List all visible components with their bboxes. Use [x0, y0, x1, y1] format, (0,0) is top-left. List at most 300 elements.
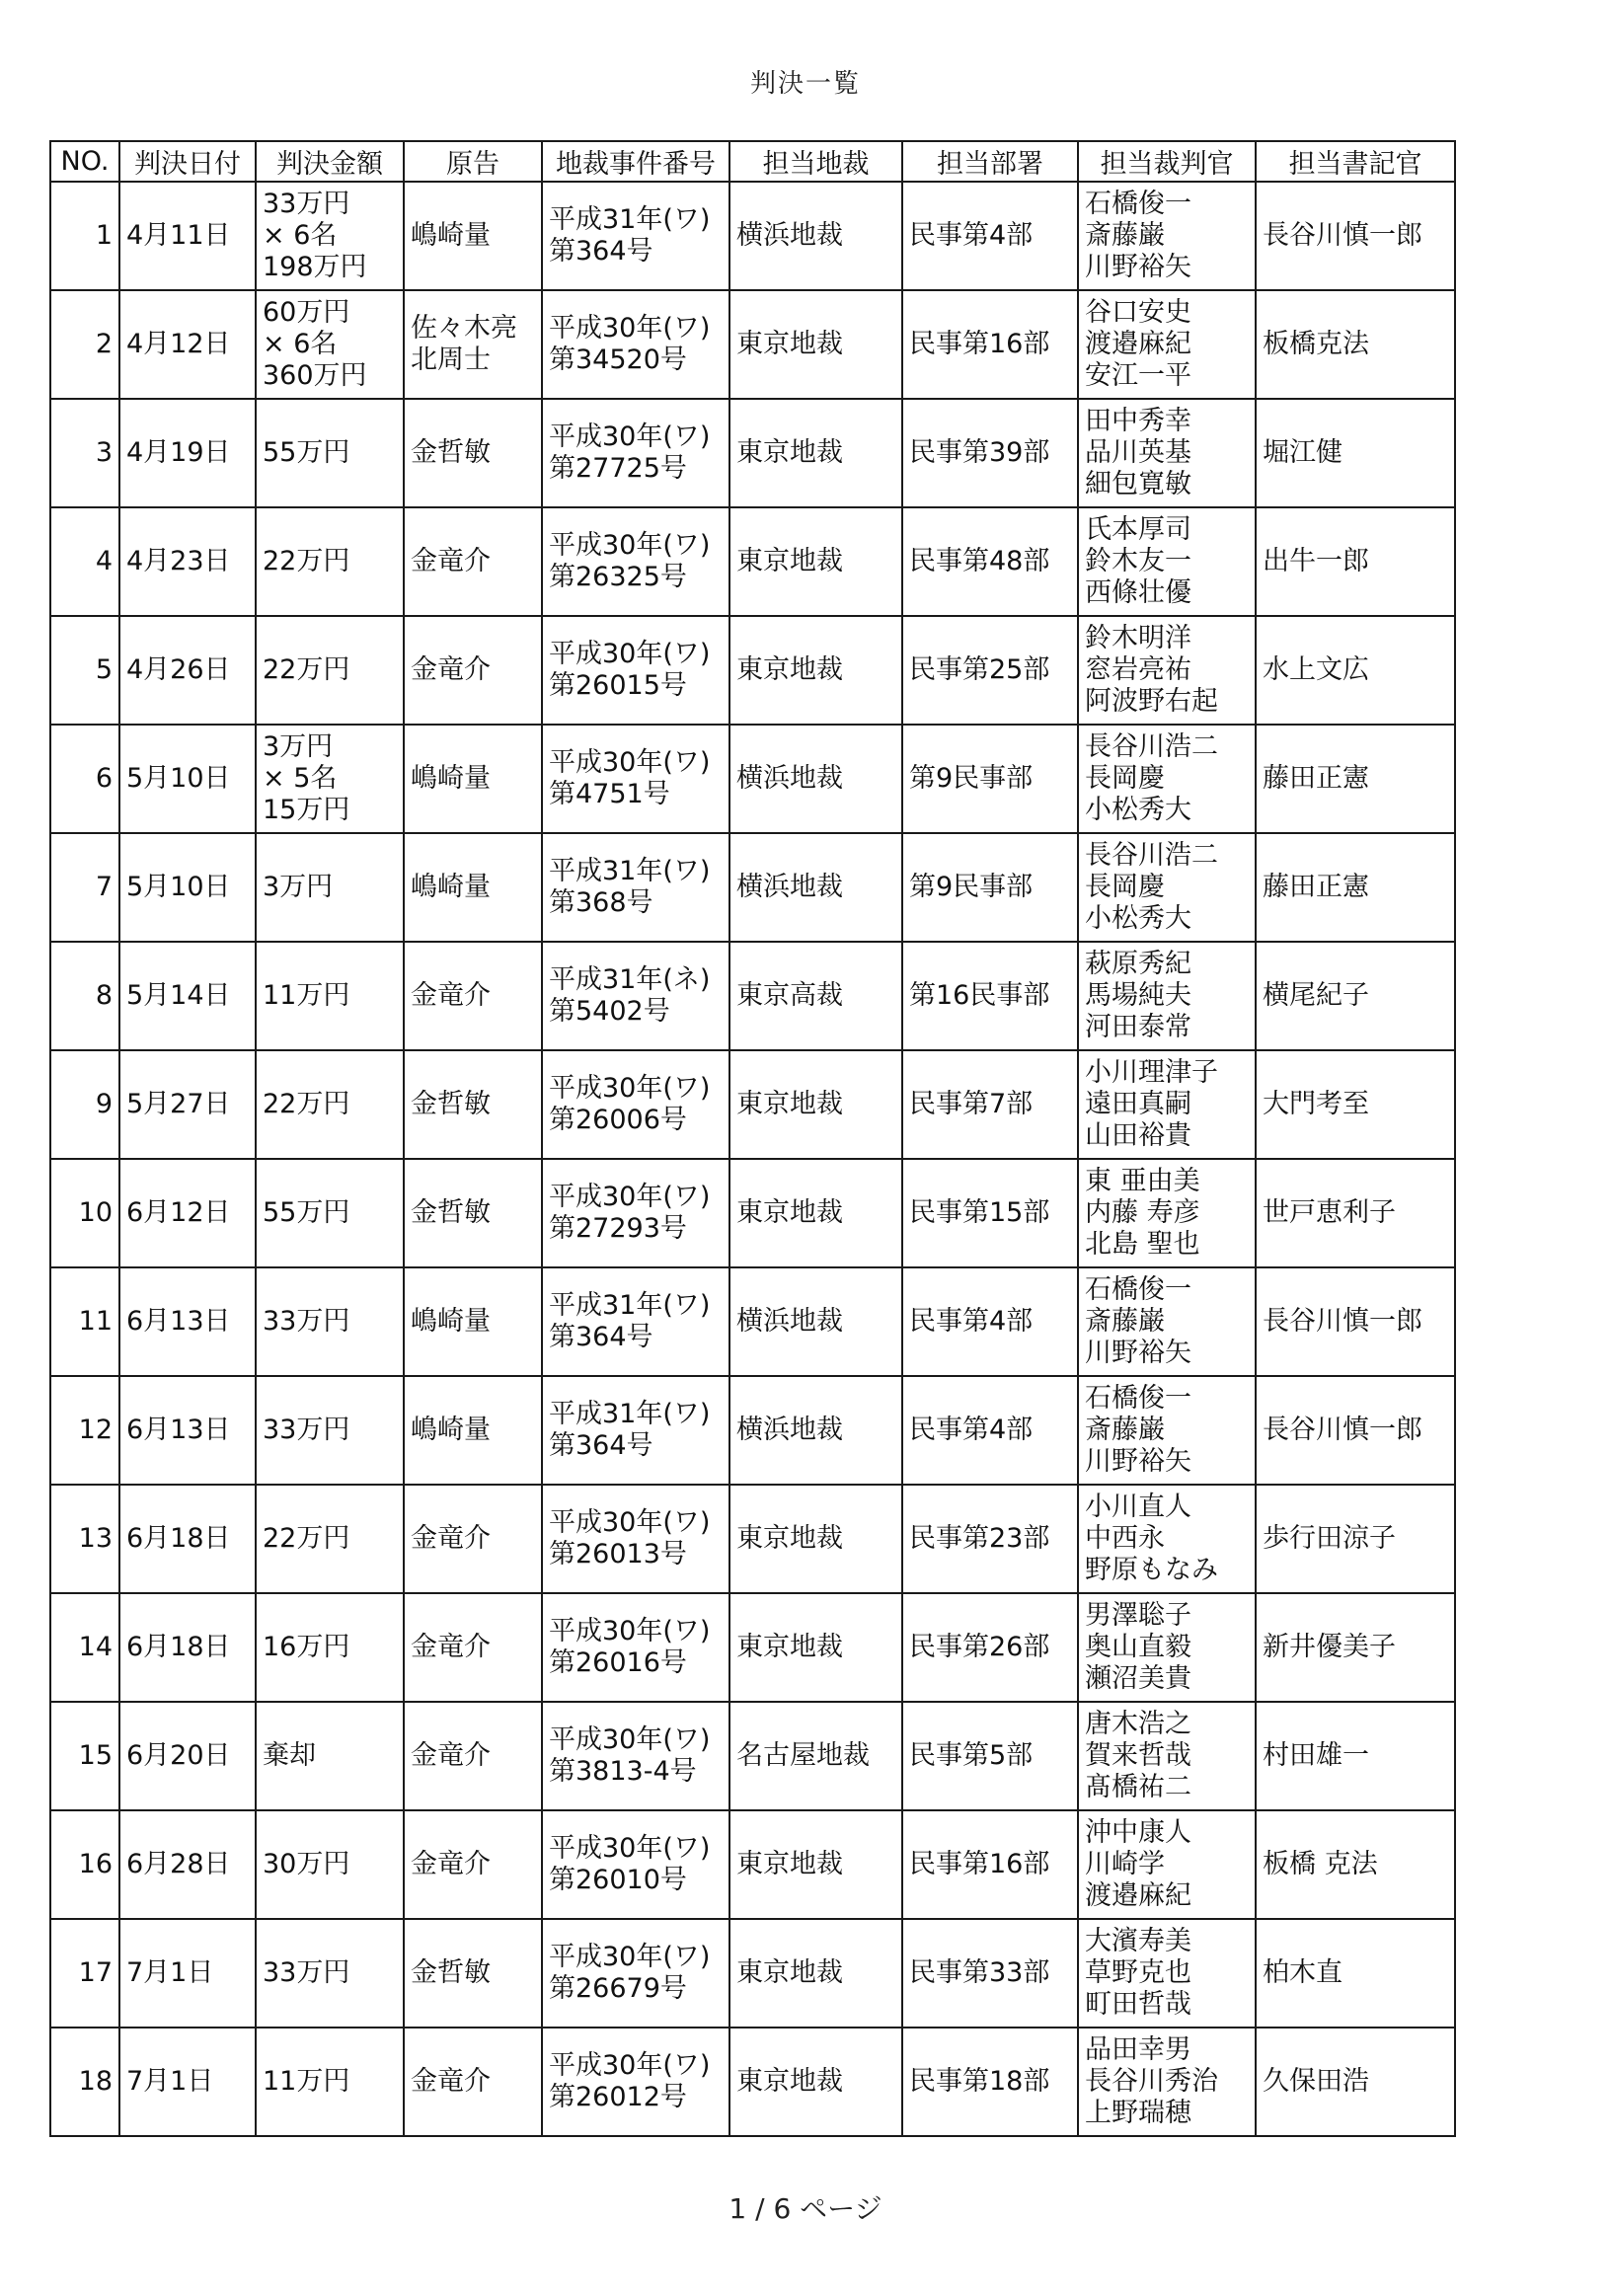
cell-judges-line: 品田幸男	[1085, 2034, 1191, 2065]
col-header-clerk: 担当書記官	[1256, 141, 1455, 182]
cell-case-number	[542, 399, 729, 507]
cell-amount	[256, 1593, 404, 1702]
cell-no: 13	[50, 1485, 119, 1593]
col-header-no: NO.	[50, 141, 119, 182]
cell-date: 5月10日	[119, 725, 256, 833]
cell-amount-line: 11万円	[263, 2066, 350, 2097]
cell-clerk: 水上文広	[1256, 616, 1455, 725]
cell-court: 東京地裁	[729, 1485, 902, 1593]
col-header-date: 判決日付	[119, 141, 256, 182]
cell-judges	[1078, 1919, 1256, 2028]
cell-judges-line: 長谷川浩二	[1085, 731, 1218, 762]
cell-judges-line: 石橋俊一	[1085, 189, 1191, 219]
cell-judges-line: 氏本厚司	[1085, 514, 1191, 545]
cell-judges-line: 髙橋祐二	[1085, 1772, 1191, 1802]
cell-no: 2	[50, 290, 119, 399]
table-row	[50, 1376, 1455, 1485]
cell-case-number	[542, 833, 729, 942]
table-row	[50, 1919, 1455, 2028]
cell-case-number	[542, 942, 729, 1050]
cell-judges	[1078, 1593, 1256, 1702]
table-row	[50, 942, 1455, 1050]
cell-judges-line: 川野裕矢	[1085, 252, 1191, 282]
cell-department: 民事第4部	[902, 1376, 1078, 1485]
cell-no: 10	[50, 1159, 119, 1267]
cell-date: 5月14日	[119, 942, 256, 1050]
cell-judges-line: 渡邉麻紀	[1085, 1880, 1191, 1911]
cell-plaintiff	[404, 1919, 542, 2028]
cell-amount-line: 55万円	[263, 437, 350, 468]
cell-judges	[1078, 1050, 1256, 1159]
cell-case-number-line: 第4751号	[549, 779, 670, 809]
table-row	[50, 1702, 1455, 1810]
cell-judges-line: 小川直人	[1085, 1492, 1191, 1522]
cell-plaintiff	[404, 182, 542, 290]
cell-judges-line: 阿波野右起	[1085, 686, 1218, 717]
cell-judges-line: 斎藤巌	[1085, 1306, 1165, 1337]
cell-judges-line: 川野裕矢	[1085, 1338, 1191, 1368]
cell-plaintiff	[404, 833, 542, 942]
cell-court: 横浜地裁	[729, 833, 902, 942]
cell-no: 8	[50, 942, 119, 1050]
cell-amount	[256, 1919, 404, 2028]
cell-plaintiff-line: 金哲敏	[411, 437, 491, 468]
cell-amount-line: 11万円	[263, 980, 350, 1011]
cell-judges-line: 沖中康人	[1085, 1817, 1191, 1848]
cell-amount	[256, 290, 404, 399]
table-row	[50, 507, 1455, 616]
cell-case-number-line: 第368号	[549, 887, 653, 918]
cell-plaintiff	[404, 1702, 542, 1810]
cell-court: 横浜地裁	[729, 182, 902, 290]
cell-date: 6月13日	[119, 1267, 256, 1376]
cell-judges-line: 馬場純夫	[1085, 980, 1191, 1011]
cell-case-number-line: 第364号	[549, 236, 653, 267]
table-row	[50, 182, 1455, 290]
cell-plaintiff	[404, 616, 542, 725]
cell-no: 4	[50, 507, 119, 616]
table-row	[50, 616, 1455, 725]
cell-judges-line: 野原もなみ	[1085, 1555, 1218, 1585]
cell-clerk: 堀江健	[1256, 399, 1455, 507]
cell-judges	[1078, 1267, 1256, 1376]
cell-judges-line: 草野克也	[1085, 1957, 1191, 1988]
cell-judges	[1078, 616, 1256, 725]
cell-case-number-line: 第5402号	[549, 996, 670, 1027]
col-header-judges: 担当裁判官	[1078, 141, 1256, 182]
page-title: 判決一覧	[749, 69, 861, 99]
cell-judges-line: 斎藤巌	[1085, 1415, 1165, 1445]
cell-clerk: 横尾紀子	[1256, 942, 1455, 1050]
cell-department: 民事第48部	[902, 507, 1078, 616]
cell-case-number-line: 平成30年(ワ)	[549, 1507, 711, 1538]
cell-judges-line: 内藤 寿彦	[1085, 1197, 1200, 1228]
cell-date: 4月19日	[119, 399, 256, 507]
cell-case-number-line: 平成31年(ワ)	[549, 204, 711, 235]
cell-clerk: 出牛一郎	[1256, 507, 1455, 616]
cell-court: 東京高裁	[729, 942, 902, 1050]
cell-clerk: 世戸恵利子	[1256, 1159, 1455, 1267]
cell-plaintiff-line: 金哲敏	[411, 1957, 491, 1988]
cell-date: 4月11日	[119, 182, 256, 290]
cell-amount-line: 16万円	[263, 1632, 350, 1662]
cell-plaintiff	[404, 942, 542, 1050]
cell-amount-line: 22万円	[263, 546, 350, 576]
cell-case-number	[542, 1159, 729, 1267]
cell-judges	[1078, 725, 1256, 833]
cell-plaintiff-line: 金哲敏	[411, 1089, 491, 1119]
table-row	[50, 1485, 1455, 1593]
table-row	[50, 2028, 1455, 2136]
cell-no: 5	[50, 616, 119, 725]
cell-judges	[1078, 1702, 1256, 1810]
cell-judges-line: 石橋俊一	[1085, 1274, 1191, 1305]
cell-case-number	[542, 1810, 729, 1919]
cell-case-number-line: 平成30年(ワ)	[549, 747, 711, 778]
cell-no: 15	[50, 1702, 119, 1810]
cell-amount	[256, 507, 404, 616]
cell-judges-line: 東 亜由美	[1085, 1166, 1200, 1196]
cell-judges	[1078, 1810, 1256, 1919]
cell-department: 民事第4部	[902, 182, 1078, 290]
cell-judges-line: 町田哲哉	[1085, 1989, 1191, 2020]
cell-date: 7月1日	[119, 1919, 256, 2028]
cell-judges-line: 鈴木友一	[1085, 546, 1191, 576]
cell-date: 5月27日	[119, 1050, 256, 1159]
cell-judges-line: 小松秀大	[1085, 795, 1191, 825]
cell-clerk: 長谷川慎一郎	[1256, 1267, 1455, 1376]
cell-department: 第9民事部	[902, 725, 1078, 833]
cell-case-number-line: 第3813-4号	[549, 1756, 697, 1787]
cell-date: 6月18日	[119, 1485, 256, 1593]
cell-case-number	[542, 1267, 729, 1376]
cell-date: 4月23日	[119, 507, 256, 616]
cell-no: 6	[50, 725, 119, 833]
cell-amount-line: 22万円	[263, 654, 350, 685]
cell-clerk: 柏木直	[1256, 1919, 1455, 2028]
table-row	[50, 1159, 1455, 1267]
cell-amount-line: × 6名	[263, 220, 338, 251]
cell-case-number-line: 平成30年(ワ)	[549, 1073, 711, 1104]
cell-plaintiff-line: 嶋崎量	[411, 220, 491, 251]
cell-date: 6月18日	[119, 1593, 256, 1702]
cell-department: 民事第5部	[902, 1702, 1078, 1810]
cell-no: 14	[50, 1593, 119, 1702]
cell-department: 民事第4部	[902, 1267, 1078, 1376]
cell-case-number-line: 平成30年(ワ)	[549, 1182, 711, 1212]
cell-judges-line: 渡邉麻紀	[1085, 329, 1191, 359]
cell-plaintiff	[404, 290, 542, 399]
cell-judges-line: 賀来哲哉	[1085, 1740, 1191, 1771]
table-row	[50, 1810, 1455, 1919]
cell-plaintiff-line: 北周士	[411, 344, 491, 375]
cell-date: 6月28日	[119, 1810, 256, 1919]
cell-plaintiff	[404, 2028, 542, 2136]
cell-amount	[256, 2028, 404, 2136]
cell-case-number	[542, 1050, 729, 1159]
cell-amount	[256, 833, 404, 942]
cell-no: 11	[50, 1267, 119, 1376]
cell-no: 1	[50, 182, 119, 290]
cell-case-number	[542, 290, 729, 399]
cell-plaintiff-line: 金竜介	[411, 1740, 491, 1771]
cell-judges-line: 長谷川浩二	[1085, 840, 1218, 871]
cell-no: 18	[50, 2028, 119, 2136]
cell-case-number	[542, 507, 729, 616]
cell-plaintiff-line: 金竜介	[411, 654, 491, 685]
cell-judges	[1078, 399, 1256, 507]
cell-judges-line: 谷口安史	[1085, 297, 1191, 328]
cell-amount-line: 3万円	[263, 731, 334, 762]
cell-plaintiff-line: 金竜介	[411, 980, 491, 1011]
table-row	[50, 1050, 1455, 1159]
cell-case-number-line: 第26012号	[549, 2082, 687, 2112]
cell-case-number-line: 第26016号	[549, 1647, 687, 1678]
cell-plaintiff-line: 嶋崎量	[411, 1306, 491, 1337]
cell-clerk: 板橋克法	[1256, 290, 1455, 399]
cell-amount-line: 棄却	[263, 1740, 316, 1771]
cell-judges-line: 上野瑞穂	[1085, 2098, 1191, 2128]
cell-case-number-line: 第26325号	[549, 562, 687, 592]
cell-amount-line: × 6名	[263, 329, 338, 359]
cell-case-number-line: 第364号	[549, 1430, 653, 1461]
cell-amount-line: × 5名	[263, 763, 338, 794]
cell-judges	[1078, 182, 1256, 290]
cell-amount	[256, 1159, 404, 1267]
cell-clerk: 歩行田涼子	[1256, 1485, 1455, 1593]
cell-clerk: 長谷川慎一郎	[1256, 182, 1455, 290]
cell-plaintiff	[404, 1376, 542, 1485]
cell-judges-line: 瀬沼美貴	[1085, 1663, 1191, 1694]
col-header-case-number: 地裁事件番号	[542, 141, 729, 182]
cell-case-number	[542, 616, 729, 725]
cell-amount	[256, 616, 404, 725]
cell-judges	[1078, 1485, 1256, 1593]
cell-department: 民事第18部	[902, 2028, 1078, 2136]
cell-judges-line: 奥山直毅	[1085, 1632, 1191, 1662]
cell-amount	[256, 399, 404, 507]
cell-case-number-line: 第26013号	[549, 1539, 687, 1569]
cell-court: 東京地裁	[729, 399, 902, 507]
cell-plaintiff	[404, 1267, 542, 1376]
cell-plaintiff	[404, 725, 542, 833]
cell-department: 民事第15部	[902, 1159, 1078, 1267]
cell-judges	[1078, 833, 1256, 942]
cell-judges	[1078, 2028, 1256, 2136]
cell-judges-line: 細包寛敏	[1085, 469, 1191, 499]
cell-amount-line: 33万円	[263, 189, 350, 219]
cell-plaintiff-line: 金哲敏	[411, 1197, 491, 1228]
cell-amount-line: 3万円	[263, 872, 334, 902]
cell-court: 東京地裁	[729, 1159, 902, 1267]
cell-clerk: 板橋 克法	[1256, 1810, 1455, 1919]
cell-judges	[1078, 1376, 1256, 1485]
cell-judges-line: 川野裕矢	[1085, 1446, 1191, 1477]
cell-judges-line: 安江一平	[1085, 360, 1191, 391]
cell-case-number	[542, 1702, 729, 1810]
cell-case-number-line: 平成31年(ワ)	[549, 856, 711, 886]
cell-judges-line: 西條壮優	[1085, 577, 1191, 608]
cell-department: 民事第26部	[902, 1593, 1078, 1702]
cell-amount	[256, 1485, 404, 1593]
cell-judges-line: 川崎学	[1085, 1849, 1165, 1879]
cell-judges-line: 大濱寿美	[1085, 1926, 1191, 1956]
cell-judges-line: 長谷川秀治	[1085, 2066, 1218, 2097]
table-row	[50, 290, 1455, 399]
cell-court: 東京地裁	[729, 616, 902, 725]
cell-department: 民事第39部	[902, 399, 1078, 507]
cell-plaintiff-line: 金竜介	[411, 1523, 491, 1554]
cell-date: 5月10日	[119, 833, 256, 942]
cell-case-number-line: 平成31年(ワ)	[549, 1290, 711, 1321]
cell-judges-line: 唐木浩之	[1085, 1709, 1191, 1739]
cell-amount	[256, 182, 404, 290]
cell-case-number-line: 第26006号	[549, 1105, 687, 1135]
cell-case-number	[542, 182, 729, 290]
cell-amount-line: 22万円	[263, 1523, 350, 1554]
cell-date: 7月1日	[119, 2028, 256, 2136]
cell-clerk: 村田雄一	[1256, 1702, 1455, 1810]
cell-amount	[256, 1702, 404, 1810]
cell-case-number-line: 平成30年(ワ)	[549, 530, 711, 561]
cell-amount-line: 22万円	[263, 1089, 350, 1119]
cell-court: 横浜地裁	[729, 725, 902, 833]
cell-department: 民事第7部	[902, 1050, 1078, 1159]
cell-amount-line: 360万円	[263, 360, 367, 391]
cell-amount	[256, 942, 404, 1050]
cell-judges-line: 斎藤巌	[1085, 220, 1165, 251]
cell-clerk: 久保田浩	[1256, 2028, 1455, 2136]
cell-judges-line: 河田泰常	[1085, 1012, 1191, 1042]
cell-case-number-line: 平成30年(ワ)	[549, 421, 711, 452]
table-row	[50, 833, 1455, 942]
cell-court: 東京地裁	[729, 290, 902, 399]
cell-case-number-line: 平成30年(ワ)	[549, 2050, 711, 2081]
page-footer: 1 / 6 ページ	[729, 2192, 882, 2225]
cell-judges-line: 山田裕貴	[1085, 1120, 1191, 1151]
cell-case-number-line: 平成30年(ワ)	[549, 1724, 711, 1755]
cell-case-number-line: 第26010号	[549, 1865, 687, 1895]
cell-amount-line: 33万円	[263, 1957, 350, 1988]
cell-clerk: 長谷川慎一郎	[1256, 1376, 1455, 1485]
cell-plaintiff-line: 佐々木亮	[411, 313, 517, 344]
cell-court: 東京地裁	[729, 1919, 902, 2028]
cell-date: 4月12日	[119, 290, 256, 399]
cell-plaintiff-line: 嶋崎量	[411, 872, 491, 902]
cell-case-number-line: 平成30年(ワ)	[549, 1833, 711, 1864]
cell-judges	[1078, 1159, 1256, 1267]
header-row	[50, 141, 1455, 182]
cell-clerk: 大門考至	[1256, 1050, 1455, 1159]
cell-case-number-line: 第364号	[549, 1322, 653, 1352]
cell-case-number	[542, 1376, 729, 1485]
cell-case-number-line: 平成31年(ネ)	[549, 964, 711, 995]
cell-plaintiff	[404, 399, 542, 507]
cell-department: 民事第25部	[902, 616, 1078, 725]
cell-court: 名古屋地裁	[729, 1702, 902, 1810]
cell-judges	[1078, 942, 1256, 1050]
cell-amount	[256, 1267, 404, 1376]
cell-amount	[256, 1810, 404, 1919]
cell-amount-line: 30万円	[263, 1849, 350, 1879]
cell-judges-line: 長岡慶	[1085, 872, 1165, 902]
cell-case-number-line: 第27293号	[549, 1213, 687, 1244]
cell-judges-line: 長岡慶	[1085, 763, 1165, 794]
table-row	[50, 1593, 1455, 1702]
cell-department: 民事第16部	[902, 290, 1078, 399]
cell-date: 4月26日	[119, 616, 256, 725]
cell-plaintiff	[404, 1593, 542, 1702]
cell-plaintiff-line: 嶋崎量	[411, 763, 491, 794]
cell-judges-line: 北島 聖也	[1085, 1229, 1200, 1260]
cell-plaintiff-line: 金竜介	[411, 2066, 491, 2097]
cell-case-number	[542, 1919, 729, 2028]
cell-no: 16	[50, 1810, 119, 1919]
cell-judges-line: 石橋俊一	[1085, 1383, 1191, 1414]
cell-no: 9	[50, 1050, 119, 1159]
cell-amount-line: 60万円	[263, 297, 350, 328]
cell-clerk: 新井優美子	[1256, 1593, 1455, 1702]
cell-case-number	[542, 1593, 729, 1702]
cell-department: 民事第16部	[902, 1810, 1078, 1919]
cell-court: 東京地裁	[729, 1593, 902, 1702]
cell-case-number-line: 平成31年(ワ)	[549, 1399, 711, 1429]
cell-plaintiff	[404, 1050, 542, 1159]
col-header-department: 担当部署	[902, 141, 1078, 182]
cell-case-number-line: 第26015号	[549, 670, 687, 701]
cell-plaintiff	[404, 1159, 542, 1267]
table-row	[50, 725, 1455, 833]
cell-case-number	[542, 1485, 729, 1593]
col-header-plaintiff: 原告	[404, 141, 542, 182]
cell-court: 東京地裁	[729, 2028, 902, 2136]
cell-plaintiff	[404, 507, 542, 616]
cell-amount	[256, 725, 404, 833]
cell-court: 東京地裁	[729, 507, 902, 616]
cell-judges-line: 遠田真嗣	[1085, 1089, 1191, 1119]
cell-plaintiff	[404, 1485, 542, 1593]
cell-case-number-line: 平成30年(ワ)	[549, 313, 711, 344]
cell-judges-line: 鈴木明洋	[1085, 623, 1191, 653]
cell-amount-line: 15万円	[263, 795, 350, 825]
col-header-court: 担当地裁	[729, 141, 902, 182]
cell-no: 7	[50, 833, 119, 942]
cell-clerk: 藤田正憲	[1256, 833, 1455, 942]
cell-case-number-line: 平成30年(ワ)	[549, 1942, 711, 1972]
cell-date: 6月13日	[119, 1376, 256, 1485]
cell-case-number-line: 平成30年(ワ)	[549, 639, 711, 669]
cell-case-number	[542, 725, 729, 833]
cell-case-number-line: 平成30年(ワ)	[549, 1616, 711, 1646]
cell-judges	[1078, 507, 1256, 616]
cell-judges-line: 品川英基	[1085, 437, 1191, 468]
cell-court: 東京地裁	[729, 1050, 902, 1159]
cell-amount	[256, 1050, 404, 1159]
cell-judges-line: 窓岩亮祐	[1085, 654, 1191, 685]
cell-case-number	[542, 2028, 729, 2136]
cell-case-number-line: 第26679号	[549, 1973, 687, 2004]
cell-judges-line: 男澤聡子	[1085, 1600, 1191, 1631]
cell-department: 民事第23部	[902, 1485, 1078, 1593]
cell-judges-line: 小川理津子	[1085, 1057, 1218, 1088]
cell-date: 6月20日	[119, 1702, 256, 1810]
table-body	[50, 182, 1455, 2136]
cell-department: 第16民事部	[902, 942, 1078, 1050]
cell-amount-line: 198万円	[263, 252, 367, 282]
cell-amount-line: 33万円	[263, 1306, 350, 1337]
cell-plaintiff-line: 嶋崎量	[411, 1415, 491, 1445]
cell-amount-line: 33万円	[263, 1415, 350, 1445]
